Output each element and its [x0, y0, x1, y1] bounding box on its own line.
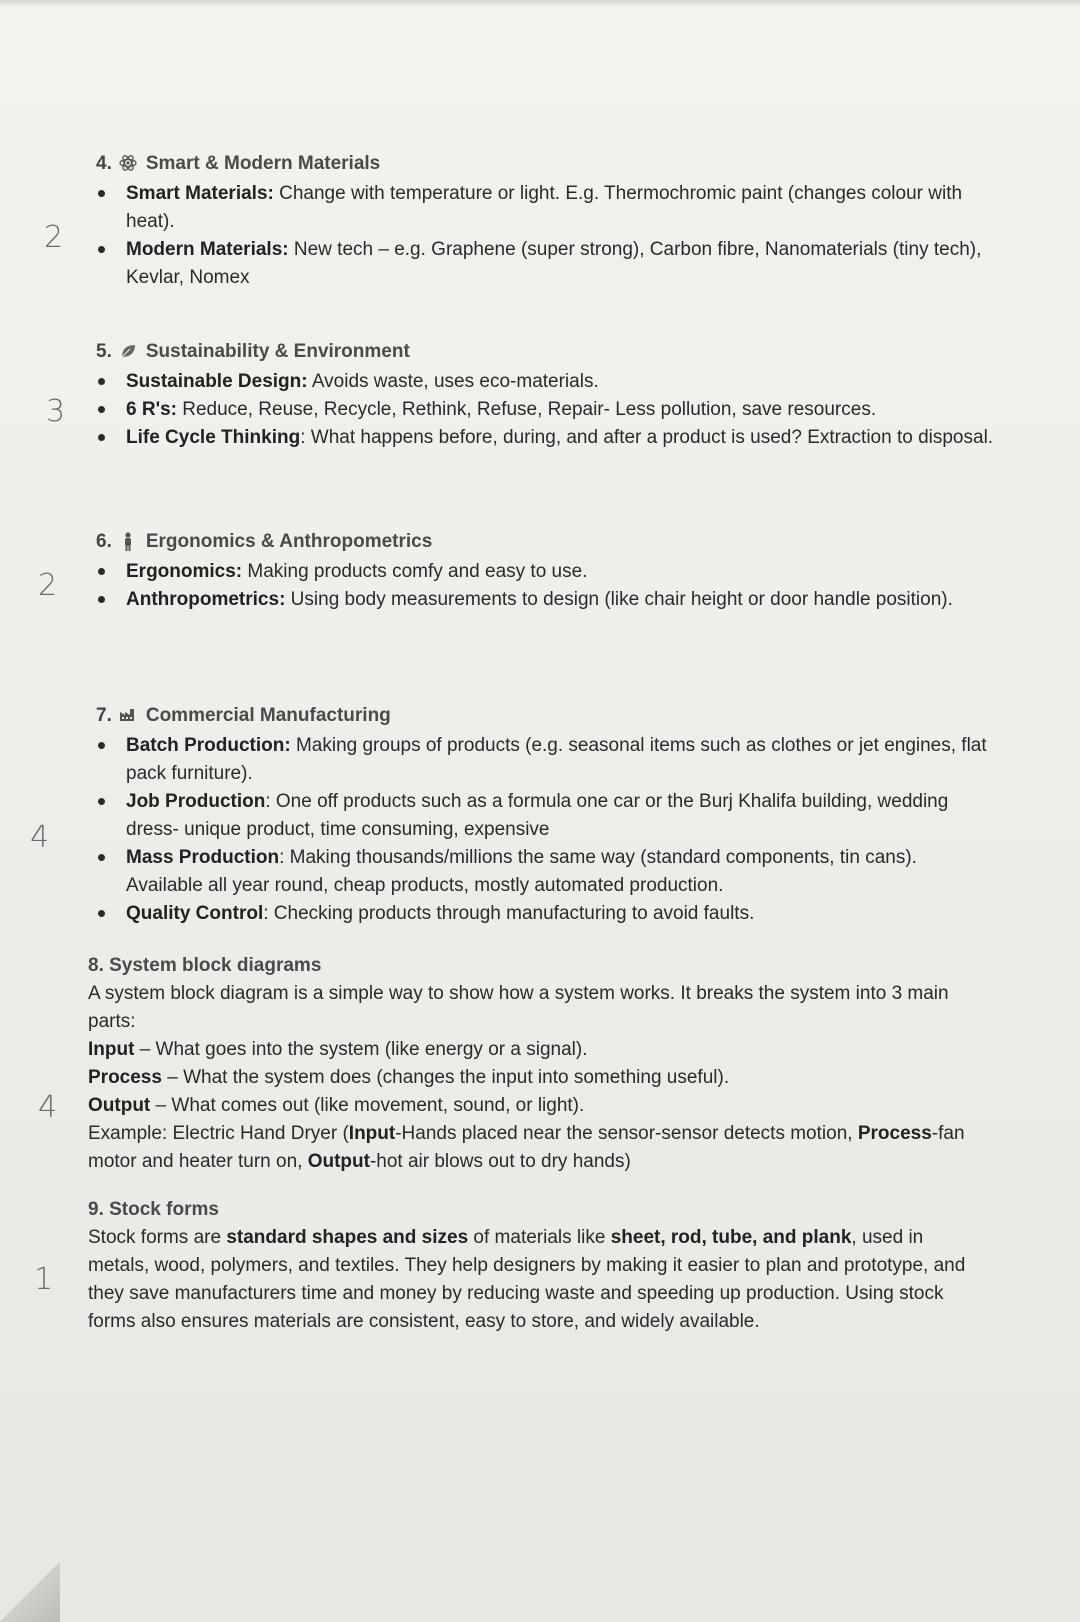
section-number: 4.	[96, 153, 112, 174]
list-item: Anthropometrics: Using body measurements to design (like chair height or door handle position).	[96, 586, 996, 614]
list-item: Life Cycle Thinking: What happens before, during, and after a product is used? Extraction to disposal.	[96, 424, 996, 452]
section-title: Sustainability & Environment	[145, 341, 410, 362]
paragraph: Stock forms are standard shapes and sizes of materials like sheet, rod, tube, and plank, used in metals, wood, polymers, and textiles. They help designers by making it easier to plan and prototype, and they save manufacturers time and money by reducing waste and speeding up production. Using stock forms also ensures materials are consistent, easy to store, and widely available.	[88, 1227, 966, 1332]
section-heading	[96, 150, 996, 178]
list-item: Mass Production: Making thousands/millions the same way (standard components, tin cans). Available all year round, cheap products, mostly automated production.	[96, 844, 996, 900]
factory-icon	[118, 706, 138, 726]
section-smart-materials	[96, 150, 996, 292]
section-stock-forms	[88, 1196, 978, 1336]
section-manufacturing	[96, 702, 996, 928]
list-item: Smart Materials: Change with temperature or light. E.g. Thermochromic paint (changes colour with heat).	[96, 180, 996, 236]
margin-mark: 3	[46, 394, 66, 429]
section-title: Smart & Modern Materials	[145, 153, 381, 174]
bullet-list	[96, 180, 996, 292]
example-paragraph: Example: Electric Hand Dryer (Input-Hands placed near the sensor-sensor detects motion, Process-fan motor and heater turn on, Output-hot air blows out to dry hands)	[88, 1123, 965, 1172]
list-item: Quality Control: Checking products through manufacturing to avoid faults.	[96, 900, 996, 928]
bullet-list	[96, 732, 996, 928]
section-title: 8. System block diagrams	[88, 955, 322, 976]
atom-icon	[118, 154, 138, 174]
paper-edge	[0, 0, 1080, 6]
margin-mark: 1	[34, 1262, 54, 1297]
margin-mark: 4	[38, 1090, 58, 1125]
person-icon	[118, 532, 138, 552]
section-number: 7.	[96, 705, 112, 726]
margin-mark: 4	[30, 820, 50, 855]
folded-corner	[0, 1562, 60, 1622]
margin-mark: 2	[44, 220, 64, 255]
paragraph: A system block diagram is a simple way to show how a system works. It breaks the system into 3 main parts:	[88, 983, 949, 1032]
bullet-list	[96, 558, 996, 614]
list-item: Sustainable Design: Avoids waste, uses eco-materials.	[96, 368, 996, 396]
list-item: Modern Materials: New tech – e.g. Graphene (super strong), Carbon fibre, Nanomaterials (tiny tech), Kevlar, Nomex	[96, 236, 996, 292]
list-item: Ergonomics: Making products comfy and easy to use.	[96, 558, 996, 586]
margin-mark: 2	[38, 568, 58, 603]
list-item: Job Production: One off products such as a formula one car or the Burj Khalifa building, wedding dress- unique product, time consuming, expensive	[96, 788, 996, 844]
list-item: 6 R's: Reduce, Reuse, Recycle, Rethink, Refuse, Repair- Less pollution, save resources.	[96, 396, 996, 424]
section-sustainability	[96, 338, 996, 452]
section-heading	[96, 702, 996, 730]
leaf-icon	[118, 342, 138, 362]
section-title: Ergonomics & Anthropometrics	[145, 531, 433, 552]
section-ergonomics	[96, 528, 996, 614]
definition-output: Output – What comes out (like movement, sound, or light).	[88, 1095, 585, 1116]
bullet-list	[96, 368, 996, 452]
section-title: 9. Stock forms	[88, 1199, 219, 1220]
section-heading	[96, 528, 996, 556]
definition-process: Process – What the system does (changes the input into something useful).	[88, 1067, 730, 1088]
section-title: Commercial Manufacturing	[145, 705, 391, 726]
definition-input: Input – What goes into the system (like energy or a signal).	[88, 1039, 588, 1060]
list-item: Batch Production: Making groups of products (e.g. seasonal items such as clothes or jet engines, flat pack furniture).	[96, 732, 996, 788]
section-heading	[96, 338, 996, 366]
section-system-block-diagrams	[88, 952, 988, 1176]
section-number: 5.	[96, 341, 112, 362]
section-number: 6.	[96, 531, 112, 552]
